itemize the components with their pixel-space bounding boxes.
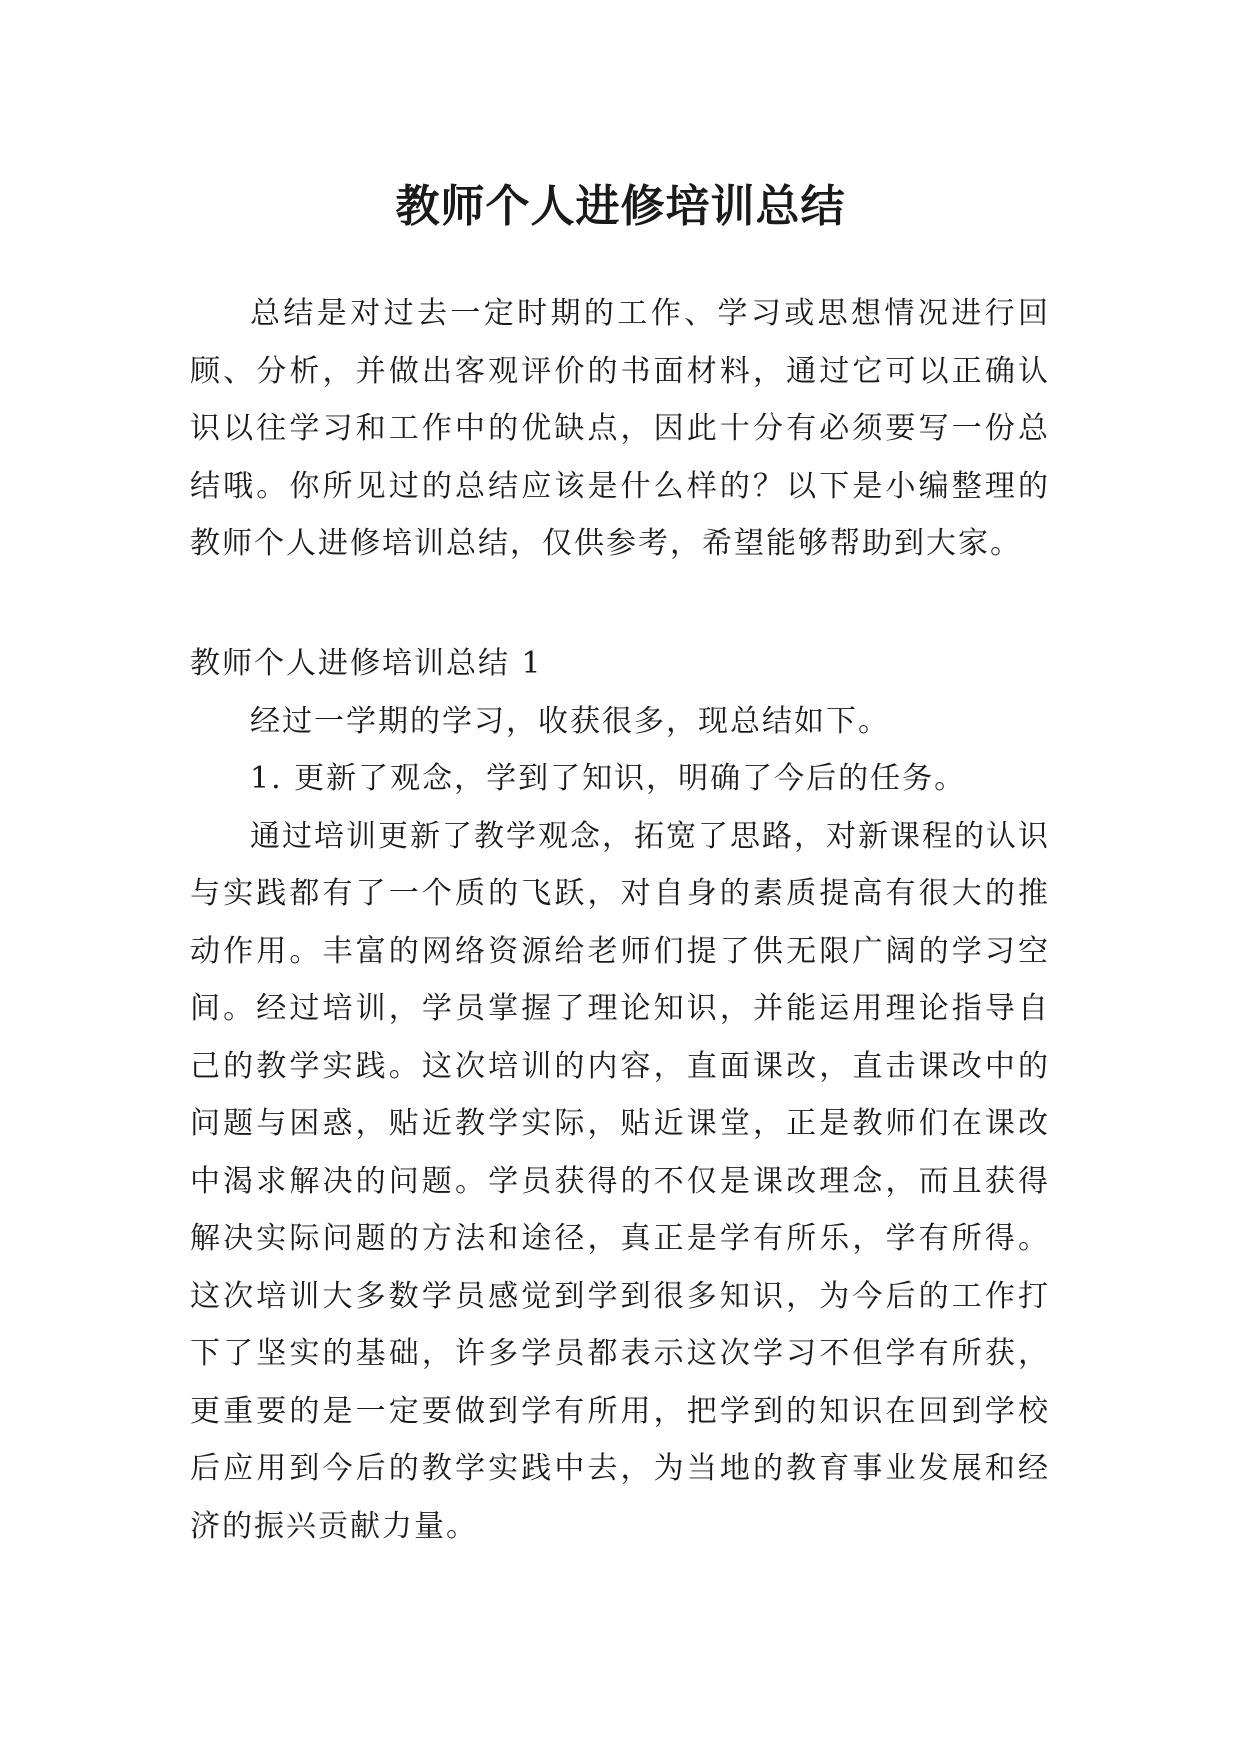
document-title: 教师个人进修培训总结 [395, 181, 846, 233]
section-1-paragraph-1: 经过一学期的学习，收获很多，现总结如下。 [250, 703, 890, 739]
intro-section [190, 285, 1050, 573]
intro-paragraph: 总结是对过去一定时期的工作、学习或思想情况进行回顾、分析，并做出客观评价的书面材料，通过它可以正确认识以往学习和工作中的优缺点，因此十分有必须要写一份总结哦。你所见过的总结应该是什么样的？以下是小编整理的教师个人进修培训总结，仅供参考，希望能够帮助到大家。 [190, 296, 1050, 561]
section-1-paragraph-3: 通过培训更新了教学观念，拓宽了思路，对新课程的认识与实践都有了一个质的飞跃，对自身的素质提高有很大的推动作用。丰富的网络资源给老师们提了供无限广阔的学习空间。经过培训，学员掌握了理论知识，并能运用理论指导自己的教学实践。这次培训的内容，直面课改，直击课改中的问题与困惑，贴近教学实际，贴近课堂，正是教师们在课改中渴求解决的问题。学员获得的不仅是课改理念，而且获得解决实际问题的方法和途径，真正是学有所乐，学有所得。这次培训大多数学员感觉到学到很多知识，为今后的工作打下了坚实的基础，许多学员都表示这次学习不但学有所获，更重要的是一定要做到学有所用，把学到的知识在回到学校后应用到今后的教学实践中去，为当地的教育事业发展和经济的振兴贡献力量。 [190, 818, 1050, 1544]
section-1-paragraph-2: 1. 更新了观念，学到了知识，明确了今后的任务。 [250, 761, 967, 796]
section-1-heading: 教师个人进修培训总结 1 [190, 646, 543, 681]
section-1 [190, 635, 1050, 1555]
